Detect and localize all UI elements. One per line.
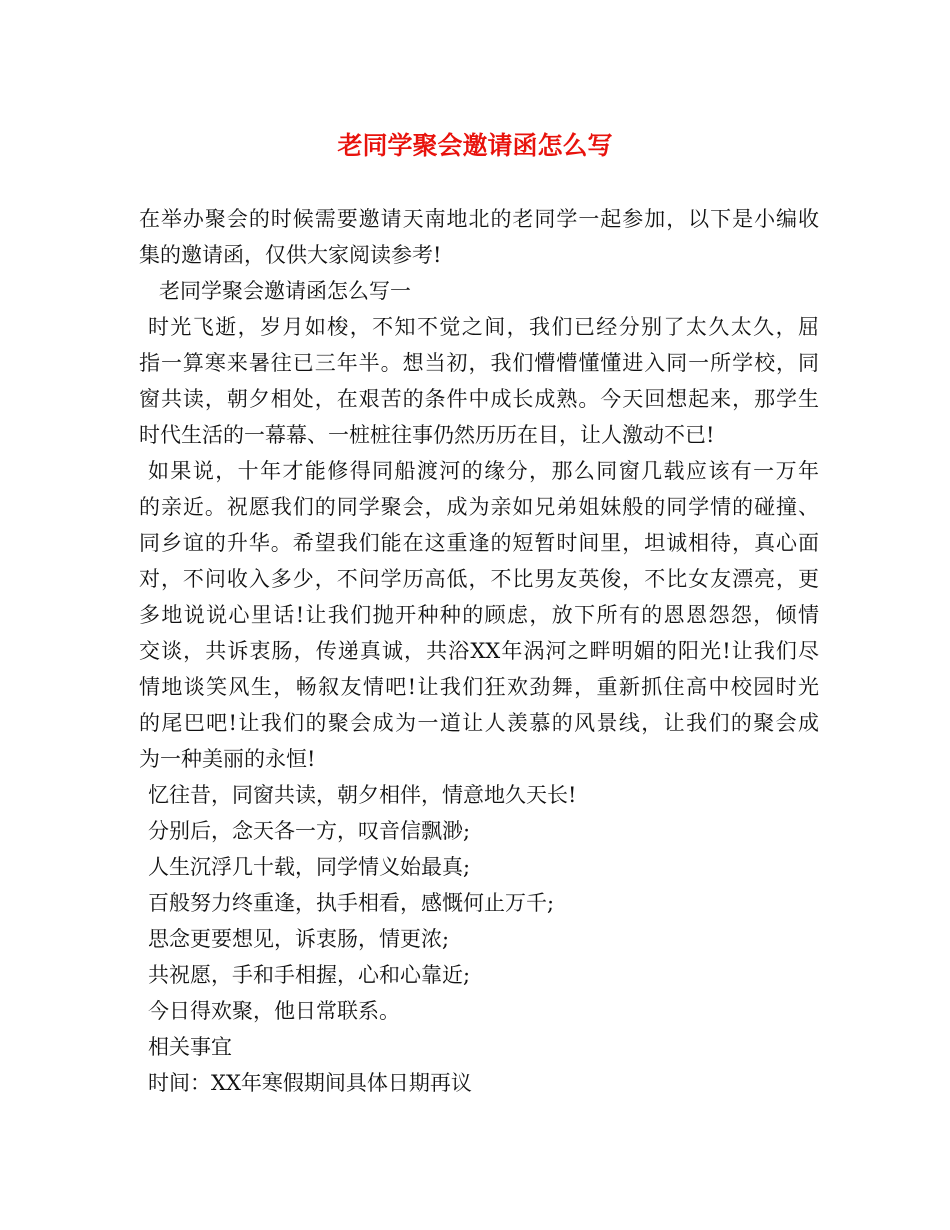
paragraph-line: 情地谈笑风生，畅叙友情吧!让我们狂欢劲舞，重新抓住高中校园时光 bbox=[139, 675, 819, 699]
paragraph-line: 对，不问收入多少，不问学历高低，不比男友英俊，不比女友漂亮，更 bbox=[139, 567, 819, 591]
paragraph-line: 时光飞逝，岁月如梭，不知不觉之间，我们已经分别了太久太久，屈 bbox=[148, 315, 819, 339]
poem-line: 思念更要想见，诉衷肠，情更浓; bbox=[148, 927, 450, 951]
paragraph-line: 窗共读，朝夕相处，在艰苦的条件中成长成熟。今天回想起来，那学生 bbox=[139, 387, 819, 411]
related-heading: 相关事宜 bbox=[148, 1035, 232, 1059]
poem-line: 百般努力终重逢，执手相看，感慨何止万千; bbox=[148, 891, 555, 915]
intro-line: 在举办聚会的时候需要邀请天南地北的老同学一起参加，以下是小编收 bbox=[139, 207, 819, 231]
poem-line: 今日得欢聚，他日常联系。 bbox=[148, 999, 400, 1023]
paragraph-line: 指一算寒来暑往已三年半。想当初，我们懵懵懂懂进入同一所学校，同 bbox=[139, 351, 819, 375]
paragraph-line: 的尾巴吧!让我们的聚会成为一道让人羡慕的风景线，让我们的聚会成 bbox=[139, 711, 819, 735]
document-title: 老同学聚会邀请函怎么写 bbox=[337, 131, 613, 160]
paragraph-line: 为一种美丽的永恒! bbox=[139, 747, 316, 771]
time-line: 时间：XX年寒假期间具体日期再议 bbox=[148, 1071, 472, 1095]
paragraph-line: 同乡谊的升华。希望我们能在这重逢的短暂时间里，坦诚相待，真心面 bbox=[139, 531, 819, 555]
document-body bbox=[139, 201, 819, 1101]
intro-line: 集的邀请函，仅供大家阅读参考! bbox=[139, 243, 442, 267]
section-heading: 老同学聚会邀请函怎么写一 bbox=[159, 279, 411, 303]
poem-line: 分别后，念天各一方，叹音信飘渺; bbox=[148, 819, 471, 843]
paragraph-line: 交谈，共诉衷肠，传递真诚，共浴XX年涡河之畔明媚的阳光!让我们尽 bbox=[139, 639, 819, 663]
paragraph-line: 如果说，十年才能修得同船渡河的缘分，那么同窗几载应该有一万年 bbox=[148, 459, 819, 483]
paragraph-line: 多地说说心里话!让我们抛开种种的顾虑，放下所有的恩恩怨怨，倾情 bbox=[139, 603, 819, 627]
poem-line: 人生沉浮几十载，同学情义始最真; bbox=[148, 855, 471, 879]
poem-line: 共祝愿，手和手相握，心和心靠近; bbox=[148, 963, 471, 987]
paragraph-line: 时代生活的一幕幕、一桩桩往事仍然历历在目，让人激动不已! bbox=[139, 423, 715, 447]
paragraph-line: 的亲近。祝愿我们的同学聚会，成为亲如兄弟姐妹般的同学情的碰撞、 bbox=[139, 495, 819, 519]
poem-line: 忆往昔，同窗共读，朝夕相伴，情意地久天长! bbox=[148, 783, 577, 807]
